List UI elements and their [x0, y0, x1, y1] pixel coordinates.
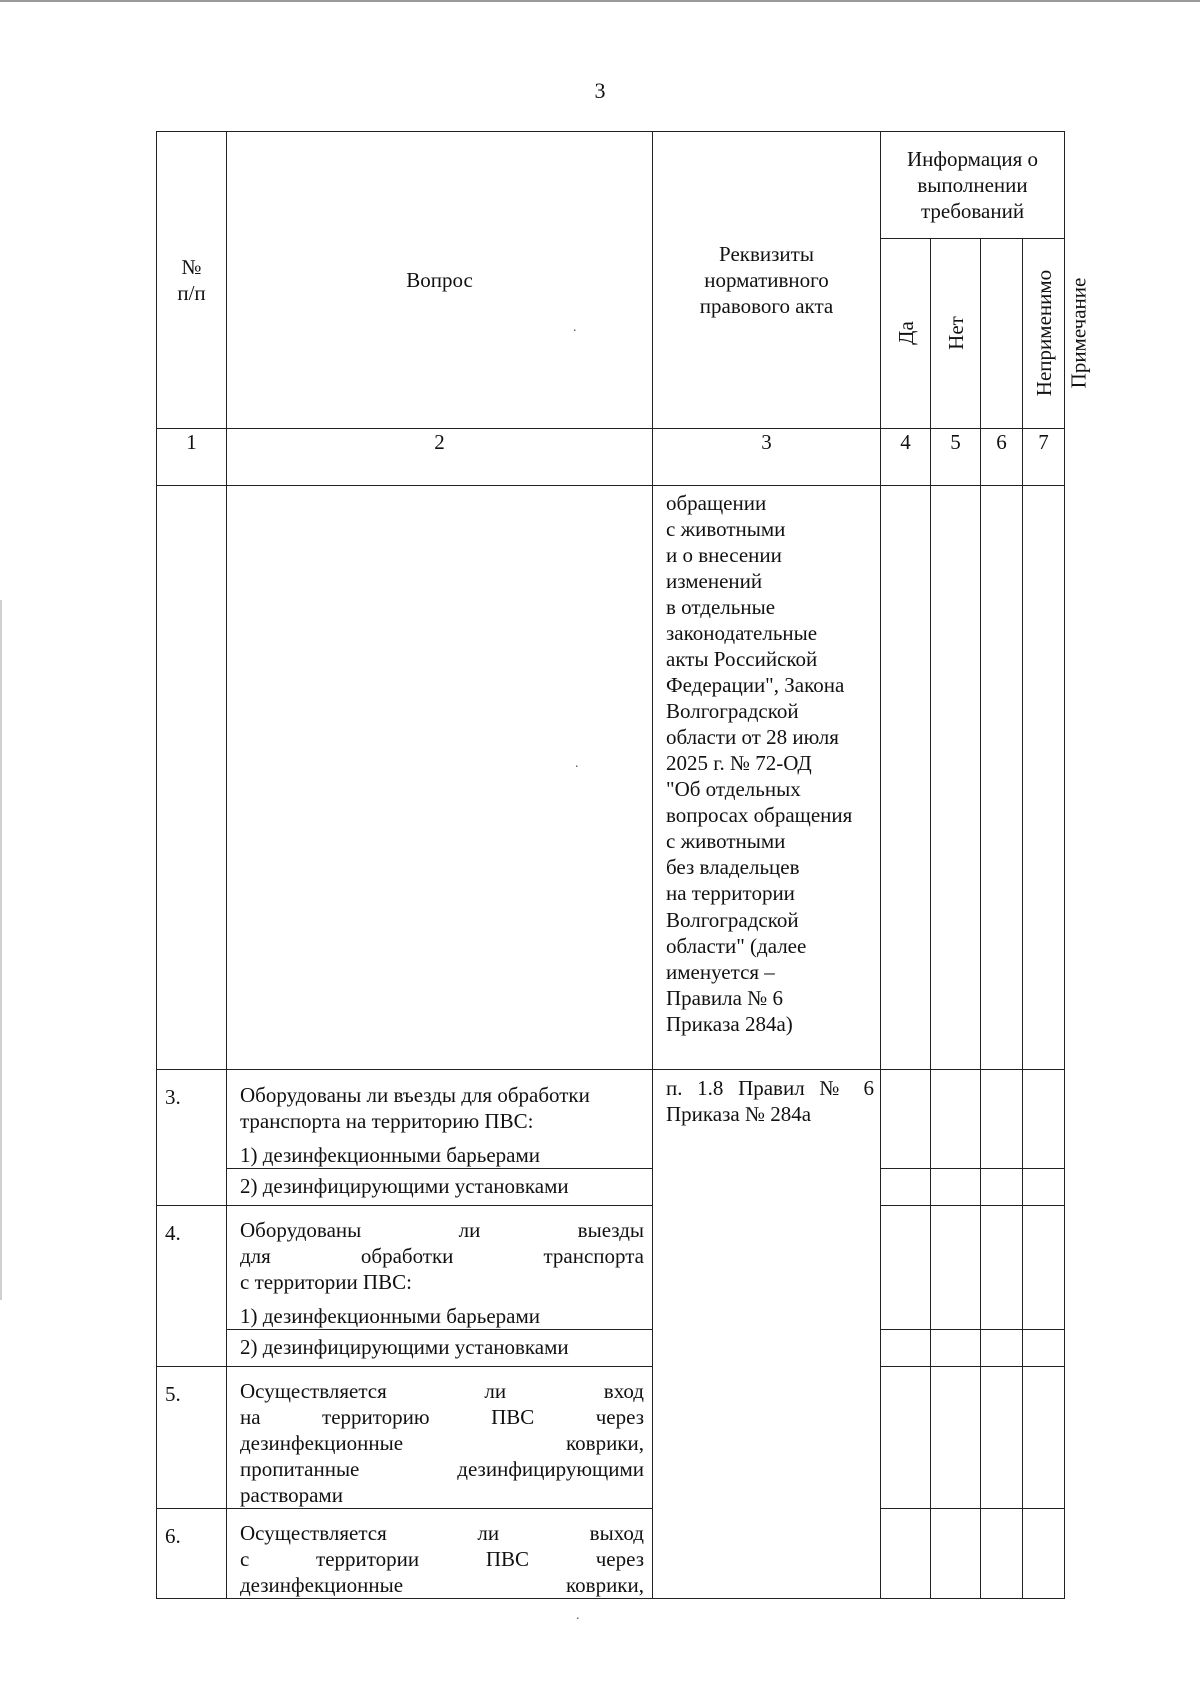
reference-cell: п. 1.8 Правил № 6 Приказа № 284а — [653, 1070, 881, 1599]
answer-note-cell — [1023, 1367, 1065, 1509]
answer-na-cell — [981, 486, 1023, 1070]
table-row — [157, 1070, 1065, 1169]
question-cell: Осуществляется ли выход с территории ПВС через дезинфекционные коврики, — [227, 1509, 653, 1599]
answer-no-cell — [931, 1330, 981, 1367]
scan-speck: . — [573, 320, 577, 335]
answer-note-cell — [1023, 1206, 1065, 1330]
table-row — [157, 1367, 1065, 1509]
header-note: Примечание — [1023, 239, 1065, 429]
question-cell: Оборудованы ли выезды для обработки транспорта с территории ПВС: 1) дезинфекционными барьерами — [227, 1206, 653, 1330]
answer-no-cell — [931, 1367, 981, 1509]
question-subitem: 2) дезинфицирующими установками — [227, 1330, 653, 1367]
answer-no-cell — [931, 1070, 981, 1169]
row-number: 5. — [157, 1367, 227, 1509]
question-subitem: 2) дезинфицирующими установками — [227, 1169, 653, 1206]
table-row — [157, 1206, 1065, 1330]
reference-continuation: обращении с животными и о внесении изменений в отдельные законодательные акты Российской Федерации", Закона Волгоградской области от 28 июля 2025 г. № 72-ОД "Об отдельных вопросах обращения с животными без владельцев на территории Волгоградской области" (далее именуется – Правила № 6 Приказа 284а) — [653, 486, 881, 1070]
column-number: 5 — [931, 429, 981, 486]
scan-speck: . — [575, 756, 579, 771]
header-yes: Да — [881, 239, 931, 429]
num-cell — [157, 486, 227, 1070]
answer-no-cell — [931, 1206, 981, 1330]
answer-no-cell — [931, 1169, 981, 1206]
answer-na-cell — [981, 1367, 1023, 1509]
scan-edge-top — [0, 0, 1200, 2]
header-row — [157, 132, 1065, 239]
answer-yes-cell — [881, 1169, 931, 1206]
answer-note-cell — [1023, 1330, 1065, 1367]
page-number: 3 — [594, 78, 606, 103]
answer-note-cell — [1023, 1509, 1065, 1599]
answer-na-cell — [981, 1169, 1023, 1206]
answer-note-cell — [1023, 1169, 1065, 1206]
answer-yes-cell — [881, 1330, 931, 1367]
column-number: 2 — [227, 429, 653, 486]
column-number: 4 — [881, 429, 931, 486]
header-info: Информация о выполнении требований — [881, 132, 1065, 239]
answer-na-cell — [981, 1330, 1023, 1367]
row-number: 6. — [157, 1509, 227, 1599]
answer-no-cell — [931, 1509, 981, 1599]
answer-yes-cell — [881, 1367, 931, 1509]
row-number: 4. — [157, 1206, 227, 1367]
row-number: 3. — [157, 1070, 227, 1206]
question-cell: Осуществляется ли вход на территорию ПВС через дезинфекционные коврики, пропитанные дезинфицирующими растворами — [227, 1367, 653, 1509]
column-number: 7 — [1023, 429, 1065, 486]
checklist-table — [156, 131, 1091, 1599]
answer-na-cell — [981, 1509, 1023, 1599]
column-number-row — [157, 429, 1065, 486]
answer-yes-cell — [881, 486, 931, 1070]
column-number: 3 — [653, 429, 881, 486]
scan-edge-left — [0, 600, 2, 1300]
answer-note-cell — [1023, 1070, 1065, 1169]
question-cell — [227, 486, 653, 1070]
scan-speck: . — [576, 1608, 580, 1623]
answer-na-cell — [981, 1070, 1023, 1169]
answer-no-cell — [931, 486, 981, 1070]
column-number: 6 — [981, 429, 1023, 486]
answer-yes-cell — [881, 1070, 931, 1169]
header-na: Неприменимо — [981, 239, 1023, 429]
column-number: 1 — [157, 429, 227, 486]
continuation-row — [157, 486, 1065, 1070]
table-row — [157, 1330, 1065, 1367]
header-no: Нет — [931, 239, 981, 429]
header-num: № п/п — [157, 132, 227, 429]
answer-na-cell — [981, 1206, 1023, 1330]
question-cell: Оборудованы ли въезды для обработки транспорта на территорию ПВС: 1) дезинфекционными барьерами — [227, 1070, 653, 1169]
answer-note-cell — [1023, 486, 1065, 1070]
table-row — [157, 1169, 1065, 1206]
header-question: Вопрос — [227, 132, 653, 429]
table-row — [157, 1509, 1065, 1599]
header-ref: Реквизиты нормативного правового акта — [653, 132, 881, 429]
answer-yes-cell — [881, 1206, 931, 1330]
answer-yes-cell — [881, 1509, 931, 1599]
